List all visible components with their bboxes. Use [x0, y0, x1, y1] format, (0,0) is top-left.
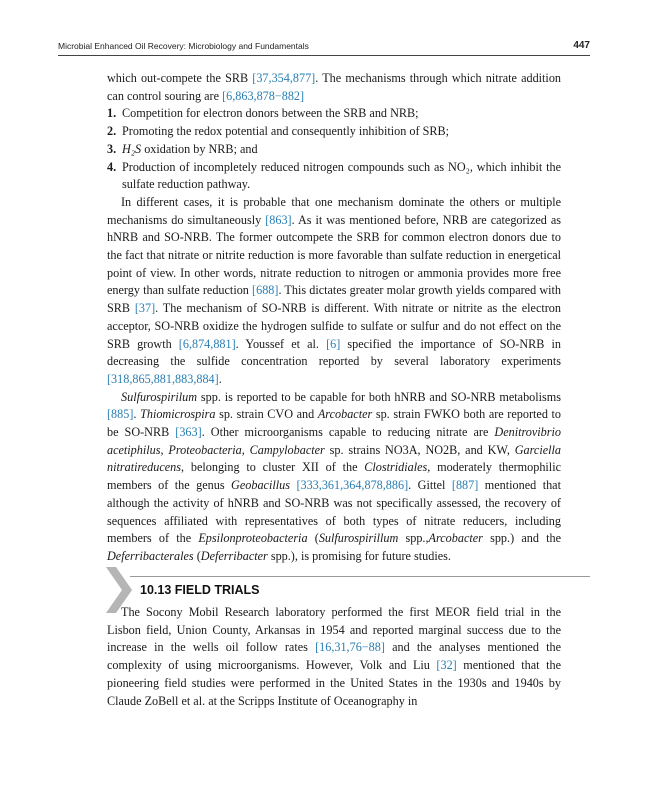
- citation-link[interactable]: [6,874,881]: [178, 336, 236, 351]
- section-heading: 10.13 FIELD TRIALS: [140, 583, 260, 597]
- citation-link[interactable]: [37]: [134, 301, 156, 316]
- section-rule: [130, 576, 590, 577]
- header-rule: [58, 55, 590, 56]
- list-item: 4. Production of incompletely reduced nitrogen compounds such as NO₂, which inhibit the sulfate reduction pathway.: [107, 159, 561, 192]
- book-title: Microbial Enhanced Oil Recovery: Microbiology and Fundamentals: [58, 41, 309, 51]
- main-text-lower: [107, 604, 561, 710]
- citation-link[interactable]: [333,361,364,878,886]: [296, 478, 409, 493]
- citation-link[interactable]: [6]: [326, 336, 341, 351]
- citation-link[interactable]: [363]: [175, 425, 202, 440]
- citation-link[interactable]: [688]: [252, 283, 279, 298]
- list-item: 2. Promoting the redox potential and consequently inhibition of SRB;: [107, 124, 449, 139]
- citation-link[interactable]: [863]: [265, 212, 292, 227]
- citation-link[interactable]: [6,863,878−882]: [222, 88, 305, 103]
- paragraph-2: In different cases, it is probable that one mechanism dominate the others or multiple mechanisms do simultaneously [863]. As it was mentioned before, NRB are categorized as hNRB and SO-NRB. The former outcompete the SRB for common electron donors due to the fact that nitrate or nitrite reduction is more favorable than sulfate reduction in energetical point of view. In other words, nitrate reduction to nitrogen or ammonia provides more free energy than sulfate reduction [688]. This dictates greater molar growth yields compared with SRB [37]. The mechanism of SO-NRB is different. With nitrate or nitrite as the electron acceptor, SO-NRB oxidize the hydrogen sulfide to sulfate or sulfur and do not effect on the SRB growth [6,874,881]. Youssef et al. [6] specified the importance of SO-NRB in decreasing the sulfide concentration reported by several laboratory experiments [318,865,881,883,884].: [107, 194, 561, 386]
- citation-link[interactable]: [16,31,76−88]: [315, 640, 385, 655]
- paragraph-1: which out-compete the SRB [37,354,877]. The mechanisms through which nitrate addition can control souring are [6,863,878−882]: [107, 71, 562, 103]
- list-item: 1. Competition for electron donors between the SRB and NRB;: [107, 106, 419, 121]
- citation-link[interactable]: [32]: [436, 658, 457, 673]
- citation-link[interactable]: [885]: [107, 407, 134, 422]
- citation-link[interactable]: [318,865,881,883,884]: [107, 371, 219, 386]
- citation-link[interactable]: [887]: [451, 478, 479, 493]
- citation-link[interactable]: [37,354,877]: [252, 71, 316, 85]
- page-number: 447: [573, 40, 590, 51]
- paragraph-4: The Socony Mobil Research laboratory performed the first MEOR field trial in the Lisbon field, Union County, Arkansas in 1954 and reported marginal success due to the increase in the wells oil follow rates [16,31,76−88] and the analyses mentioned the complexity of using microorganisms. However, Volk and Liu [32] mentioned that the pioneering field studies were performed in the United States in the 1930s and 1940s by Claude ZoBell et al. at the Scripps Institute of Oceanography in: [107, 605, 562, 708]
- main-text-upper: [107, 70, 561, 566]
- running-header: [58, 41, 590, 55]
- list-item: 3. H₂S oxidation by NRB; and: [107, 141, 258, 156]
- paragraph-3: Sulfurospirilum spp. is reported to be capable for both hNRB and SO-NRB metabolisms [885]. Thiomicrospira sp. strain CVO and Arcobacter sp. strain FWKO both are reported to be SO-NRB [363]. Other microorganisms capable to reducing nitrate are Denitrovibrio acetiphilus, Proteobacteria, Campylobacter sp. strains NO3A, NO2B, and KW, Garciella nitratireducens, belonging to cluster XII of the Clostridiales, moderately thermophilic members of the genus Geobacillus [333,361,364,878,886]. Gittel [887] mentioned that although the activity of hNRB and SO-NRB was not specifically assessed, the recovery of sequences affiliated with representatives of both types of nitrate reducers, including members of the Epsilonproteobacteria (Sulfurospirillum spp.,Arcobacter spp.) and the Deferribacterales (Deferribacter spp.), is promising for future studies.: [107, 389, 562, 563]
